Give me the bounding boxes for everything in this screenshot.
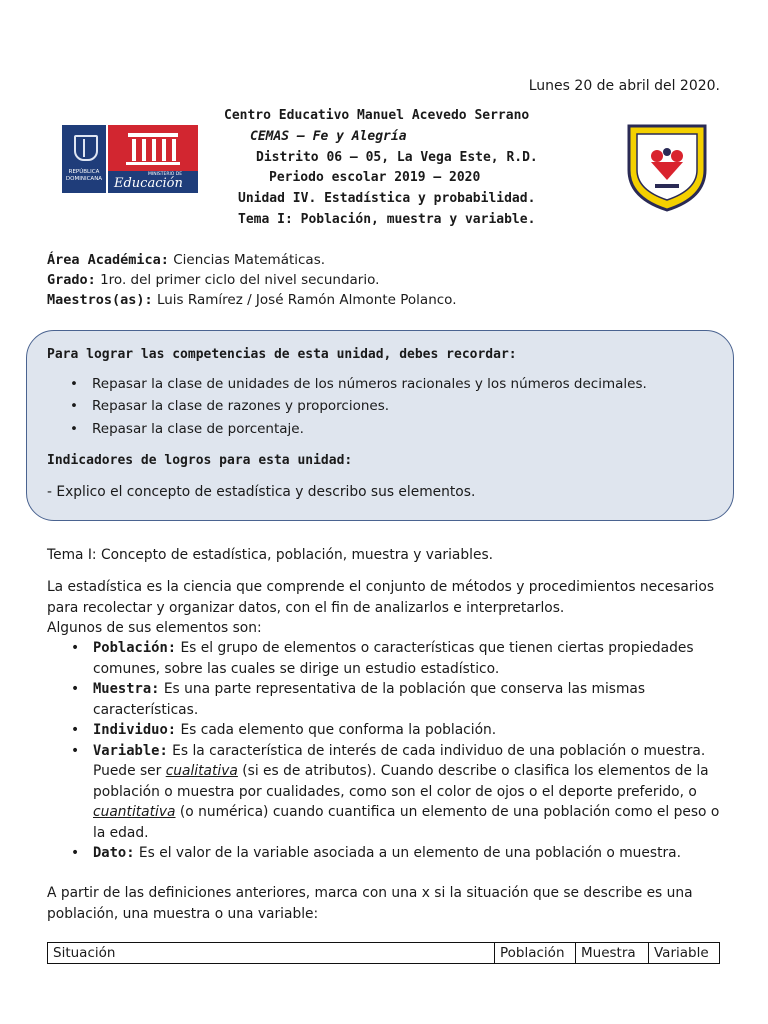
instruction-paragraph: A partir de las definiciones anteriores, marca con una x si la situación que se describe es una población, una muestra o una variable: — [47, 885, 693, 922]
situation-table — [47, 942, 720, 964]
school-motto: CEMAS – Fe y Alegría — [250, 129, 407, 144]
column-header-situacion: Situación — [48, 943, 495, 964]
definition-text: Es cada elemento que conforma la población. — [176, 722, 497, 738]
school-emblem — [625, 122, 709, 212]
indicator-text: - Explico el concepto de estadística y describo sus elementos. — [47, 484, 476, 500]
teachers — [47, 292, 456, 308]
definition-text: (si es de atributos). Cuando describe o clasifica los elementos de la población o muestra por cualidades, como son el color de ojos o el deporte preferido, o — [93, 763, 709, 800]
column-header-poblacion: Población — [495, 943, 576, 964]
grade-label: Grado: — [47, 272, 96, 288]
logo-top-text: MINISTERIO DE — [148, 172, 183, 177]
topic-title: Tema I: Población, muestra y variable. — [238, 212, 536, 227]
column-header-muestra: Muestra — [576, 943, 649, 964]
definition-term: Muestra: — [93, 681, 160, 697]
school-emblem-icon — [625, 122, 709, 212]
teachers-value: Luis Ramírez / José Ramón Almonte Polanco. — [156, 292, 457, 308]
list-item: • Repasar la clase de razones y proporciones. — [92, 398, 389, 414]
definition-text: Es la característica de interés de cada individuo de una población o muestra. Puede ser — [93, 742, 706, 779]
logo-country-line1: REPÚBLICA — [68, 169, 100, 175]
definition-term: Variable: — [93, 742, 168, 759]
list-item — [47, 679, 727, 720]
list-item — [47, 638, 727, 679]
definition-term: Individuo: — [93, 722, 177, 738]
definition-text: Es el valor de la variable asociada a un elemento de una población o muestra. — [134, 845, 682, 861]
area-value: Ciencias Matemáticas. — [173, 252, 326, 268]
competencies-title: Para lograr las competencias de esta unidad, debes recordar: — [47, 347, 517, 362]
indicators-title: Indicadores de logros para esta unidad: — [47, 453, 353, 468]
definition-text: Es el grupo de elementos o características que tienen ciertas propiedades comunes, sobre las cuales se dirige un estudio estadístico. — [93, 640, 694, 677]
definitions-list — [47, 638, 727, 864]
list-item: • Repasar la clase de porcentaje. — [92, 421, 304, 437]
school-name: Centro Educativo Manuel Acevedo Serrano — [224, 108, 530, 123]
dominican-shield-icon — [62, 125, 106, 193]
list-item — [47, 843, 727, 864]
academic-area — [47, 252, 325, 268]
elements-intro: Algunos de sus elementos son: — [47, 620, 262, 636]
ministry-building-icon — [108, 125, 198, 171]
document-date: Lunes 20 de abril del 2020. — [528, 78, 720, 94]
table-header-row — [48, 943, 720, 964]
logo-country-line2: DOMINICANA — [65, 176, 103, 182]
column-header-variable: Variable — [649, 943, 720, 964]
grade-value: 1ro. del primer ciclo del nivel secundario. — [100, 272, 380, 288]
ministry-logo — [62, 125, 198, 193]
definition-term: Población: — [93, 640, 177, 656]
definition-text: Es una parte representativa de la población que conserva las mismas características. — [93, 681, 646, 718]
section-heading: Tema I: Concepto de estadística, población, muestra y variables. — [47, 547, 494, 563]
area-label: Área Académica: — [47, 252, 169, 268]
list-item: • Repasar la clase de unidades de los números racionales y los números decimales. — [92, 376, 647, 392]
grade — [47, 272, 379, 288]
intro-paragraph: La estadística es la ciencia que comprende el conjunto de métodos y procedimientos necesarios para recolectar y organizar datos, con el fin de analizarlos e interpretarlos. — [47, 579, 715, 616]
list-item — [47, 741, 727, 844]
logo-main-text: Educación — [114, 176, 183, 191]
emphasis-cuantitativa: cuantitativa — [93, 804, 176, 820]
school-district: Distrito 06 – 05, La Vega Este, R.D. — [256, 150, 538, 165]
unit-title: Unidad IV. Estadística y probabilidad. — [238, 191, 536, 206]
definition-term: Dato: — [93, 845, 135, 861]
emphasis-cualitativa: cualitativa — [165, 763, 238, 779]
school-period: Periodo escolar 2019 – 2020 — [269, 170, 481, 185]
teachers-label: Maestros(as): — [47, 292, 153, 308]
list-item — [47, 720, 727, 741]
definition-text: (o numérica) cuando cuantifica un elemento de una población como el peso o la edad. — [93, 804, 720, 841]
